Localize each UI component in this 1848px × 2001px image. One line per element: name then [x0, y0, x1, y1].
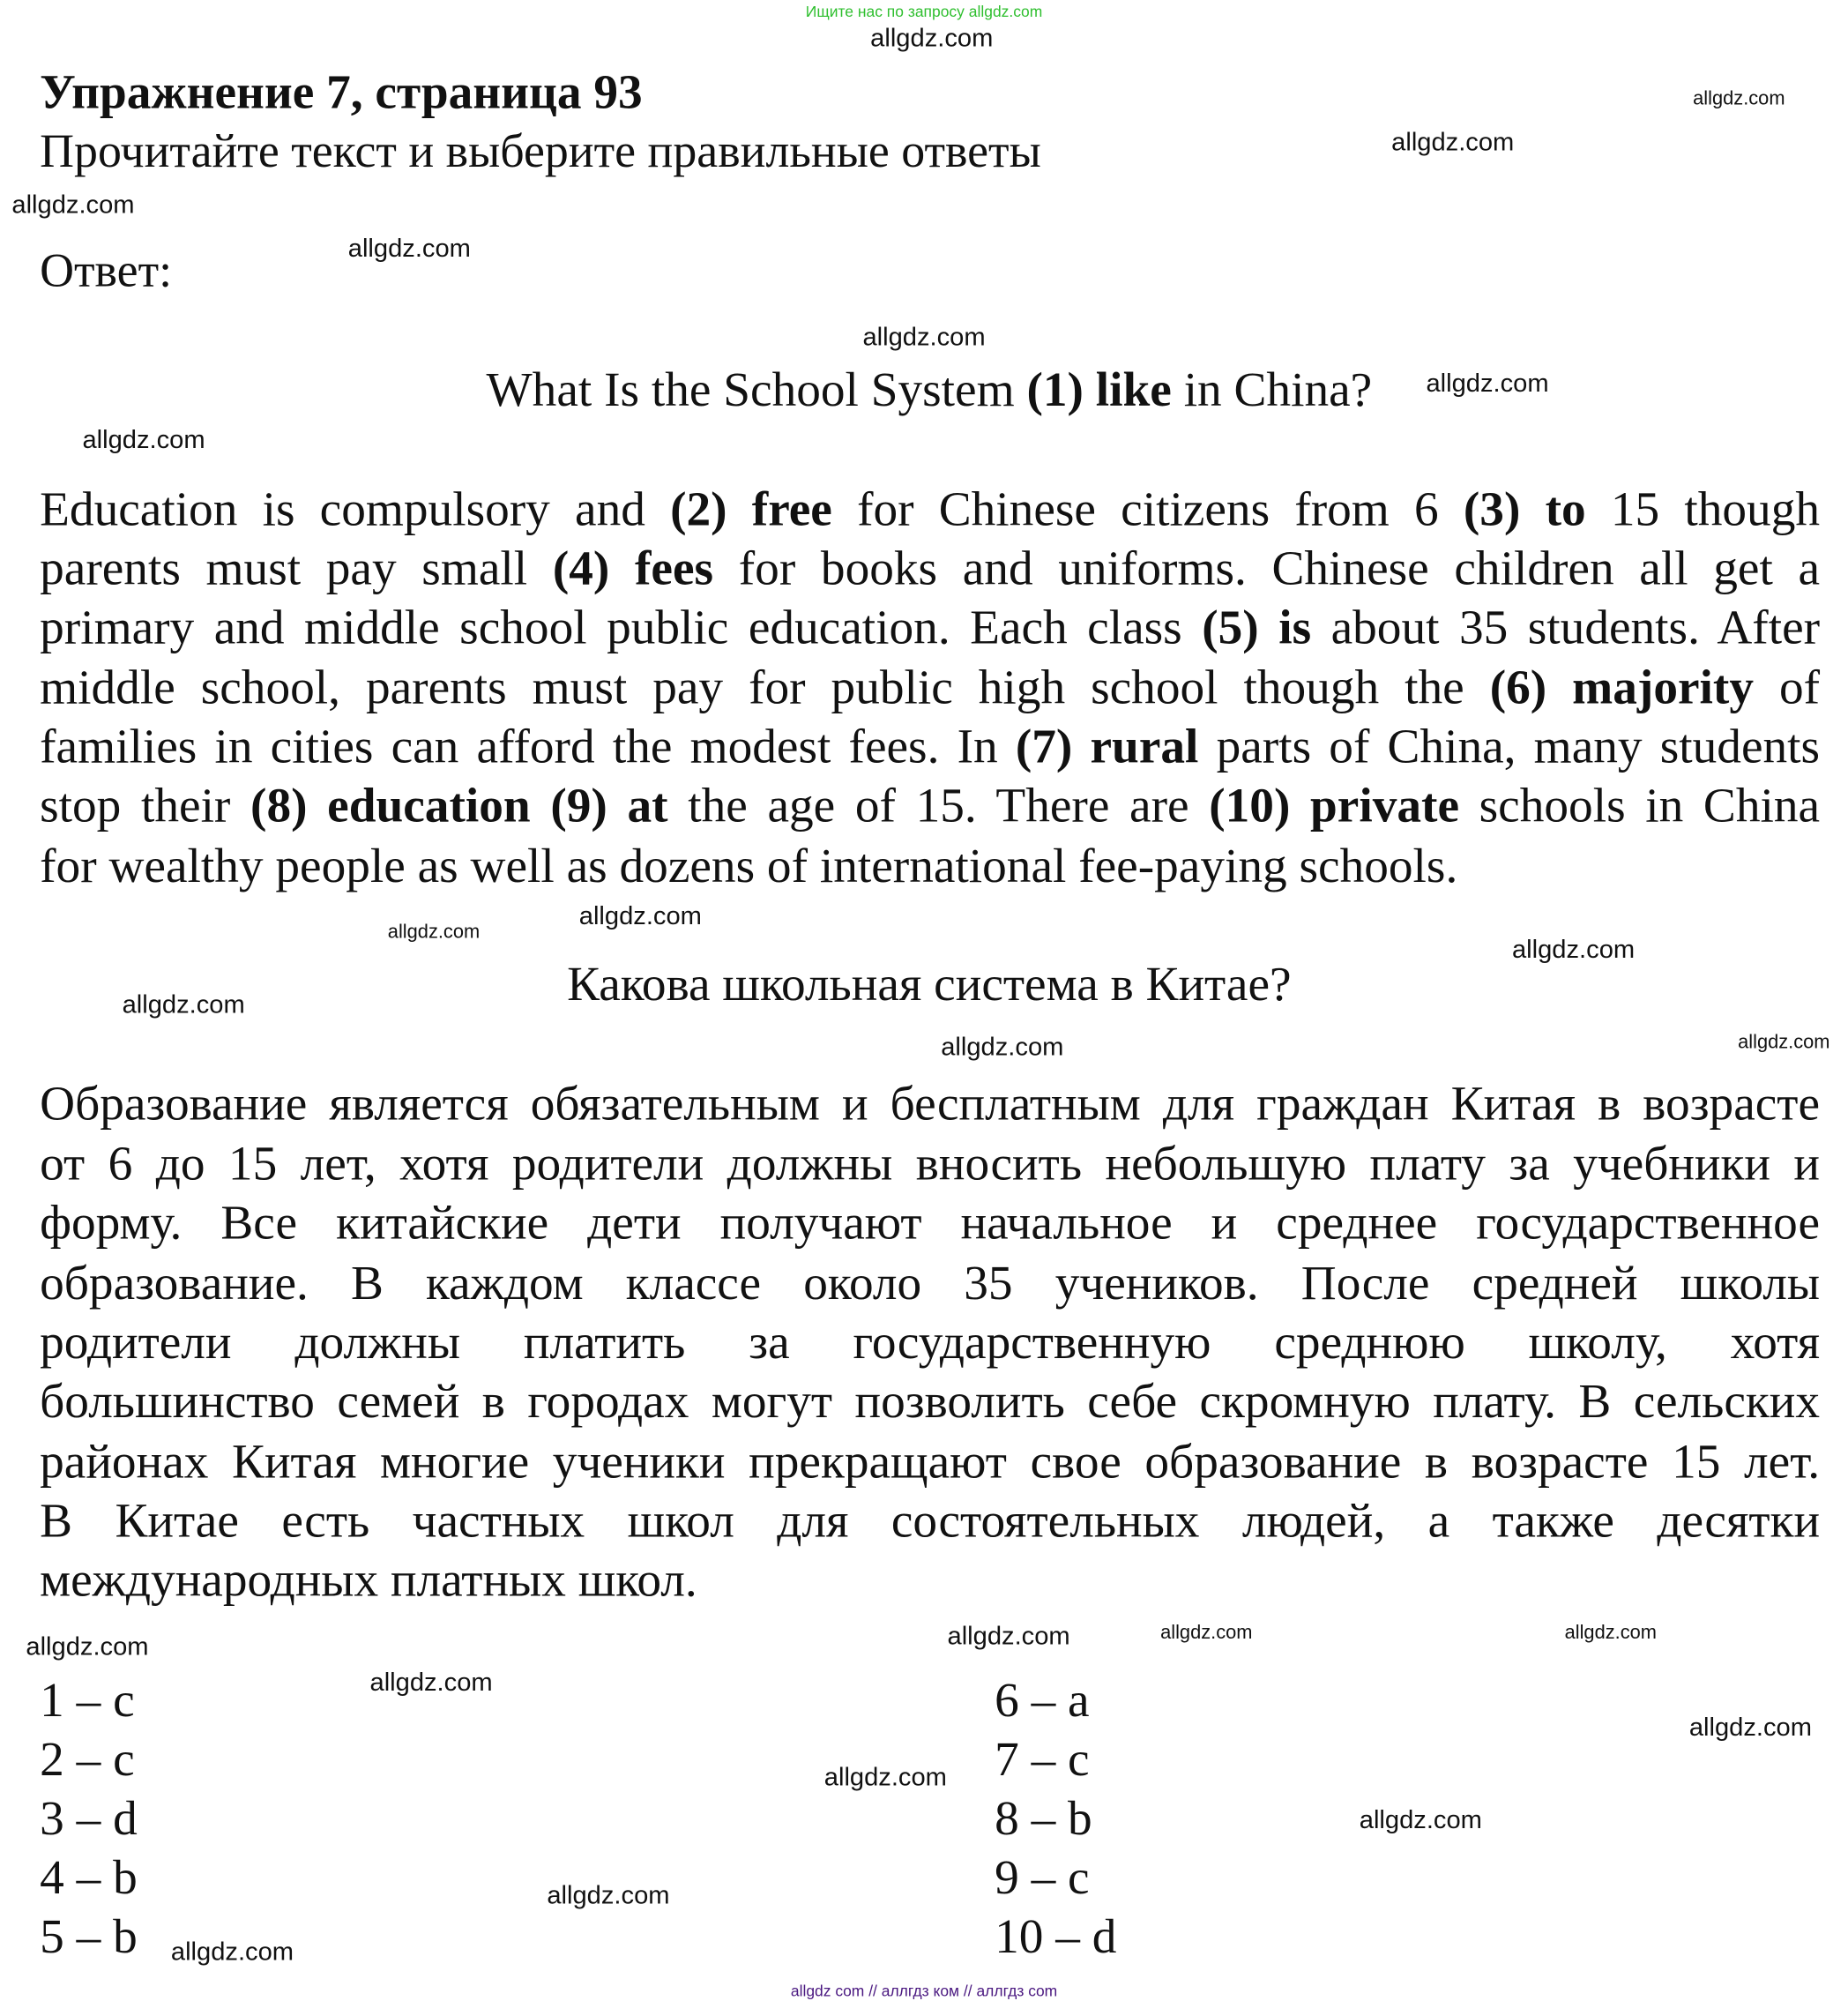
text-segment: parents must pay small: [40, 541, 553, 596]
answer-item: 8 – b: [995, 1792, 1092, 1847]
english-heading: [486, 361, 1372, 420]
paragraph-line: [40, 1194, 1820, 1253]
watermark: allgdz.com: [1738, 1031, 1830, 1054]
text-segment: in China?: [1171, 362, 1373, 418]
answer-label: Ответ:: [40, 245, 173, 298]
paragraph-line: [40, 539, 1820, 598]
answer-word: (4) fees: [552, 541, 714, 596]
watermark: allgdz.com: [1564, 1622, 1657, 1644]
paragraph-line: [40, 837, 1457, 896]
text-segment: образование. В каждом классе около 35 учеников. После средней школы: [40, 1257, 1821, 1311]
watermark: allgdz.com: [122, 990, 245, 1019]
paragraph-line: [40, 598, 1820, 657]
answer-word: (3) to: [1463, 482, 1586, 537]
watermark: allgdz.com: [1693, 87, 1785, 110]
watermark: allgdz.com: [82, 426, 205, 455]
exercise-subtitle: Прочитайте текст и выберите правильные ответы: [40, 125, 1041, 179]
answer-item: 9 – c: [995, 1850, 1090, 1906]
watermark: allgdz.com: [1511, 936, 1636, 965]
watermark: allgdz.com: [578, 902, 702, 931]
paragraph-line: [40, 659, 1820, 718]
answer-item: 10 – d: [995, 1909, 1117, 1965]
text-segment: for Chinese citizens from 6: [831, 482, 1464, 537]
answer-item: 4 – b: [40, 1850, 138, 1906]
watermark: allgdz.com: [941, 1033, 1064, 1062]
answer-item: 3 – d: [40, 1792, 138, 1847]
text-segment: от 6 до 15 лет, хотя родители должны вносить небольшую плату за учебники и: [40, 1137, 1821, 1191]
answer-item: 1 – c: [40, 1674, 135, 1728]
watermark: allgdz.com: [1426, 370, 1549, 399]
watermark: allgdz.com: [870, 24, 994, 53]
text-segment: международных платных школ.: [40, 1553, 697, 1608]
text-segment: stop their: [40, 779, 251, 833]
answer-item: 7 – c: [995, 1733, 1090, 1788]
top-search-note[interactable]: Ищите нас по запросу allgdz.com: [805, 2, 1043, 21]
paragraph-line: [40, 718, 1820, 777]
text-segment: for wealthy people as well as dozens of international fee-paying schools.: [40, 839, 1458, 894]
watermark: allgdz.com: [862, 323, 986, 352]
watermark: allgdz.com: [947, 1622, 1070, 1651]
paragraph-line: [40, 1254, 1820, 1313]
paragraph-line: [40, 1135, 1820, 1194]
text-segment: Образование является обязательным и бесплатным для граждан Китая в возрасте: [40, 1077, 1821, 1131]
answer-word: (10) private: [1209, 779, 1459, 833]
paragraph-line: [40, 480, 1820, 539]
watermark: allgdz.com: [11, 190, 135, 220]
text-segment: Какова школьная система в Китае?: [567, 957, 1292, 1012]
paragraph-line: [40, 777, 1820, 836]
answer-item: 5 – b: [40, 1909, 138, 1965]
text-segment: the age of 15. There are: [667, 779, 1210, 833]
text-segment: районах Китая многие ученики прекращают свое образование в возрасте 15 лет.: [40, 1435, 1821, 1490]
watermark: allgdz.com: [387, 921, 481, 944]
answer-word: (1) like: [1026, 362, 1172, 418]
watermark: allgdz.com: [1688, 1714, 1813, 1743]
paragraph-line: [40, 1432, 1820, 1491]
answer-word: (7) rural: [1015, 720, 1199, 774]
text-segment: форму. Все китайские дети получают начальное и среднее государственное: [40, 1196, 1821, 1251]
paragraph-line: [40, 1313, 1820, 1372]
paragraph-line: [40, 1074, 1820, 1133]
paragraph-line: [40, 1491, 1820, 1550]
text-segment: schools in China: [1458, 779, 1821, 833]
answer-item: 6 – a: [995, 1674, 1090, 1728]
russian-heading: [567, 955, 1291, 1014]
answer-word: (5) is: [1202, 601, 1312, 655]
watermark: allgdz.com: [1160, 1622, 1253, 1644]
answer-item: 2 – c: [40, 1733, 135, 1788]
watermark: allgdz.com: [1391, 128, 1515, 157]
answer-word: (6) majority: [1489, 661, 1754, 715]
text-segment: families in cities can afford the modest fees. In: [40, 720, 1016, 774]
watermark: allgdz.com: [170, 1938, 294, 1967]
watermark: allgdz.com: [26, 1632, 149, 1661]
text-segment: primary and middle school public education. Each class: [40, 601, 1203, 655]
text-segment: родители должны платить за государственную среднюю школу, хотя: [40, 1315, 1821, 1370]
paragraph-line: [40, 1550, 697, 1609]
watermark: allgdz.com: [369, 1669, 493, 1698]
text-segment: parts of China, many students: [1198, 720, 1821, 774]
watermark: allgdz.com: [823, 1763, 947, 1793]
bottom-note[interactable]: allgdz com // аллгдз ком // аллгдз com: [790, 1982, 1058, 2000]
text-segment: большинство семей в городах могут позволить себе скромную плату. В сельских: [40, 1374, 1821, 1430]
text-segment: for books and uniforms. Chinese children all get a: [713, 541, 1821, 596]
text-segment: Education is compulsory and: [40, 482, 671, 537]
text-segment: of: [1753, 661, 1821, 715]
watermark: allgdz.com: [1359, 1806, 1482, 1835]
text-segment: В Китае есть частных школ для состоятельных людей, а также десятки: [40, 1494, 1821, 1549]
exercise-title: Упражнение 7, страница 93: [40, 65, 643, 120]
text-segment: 15 though: [1585, 482, 1821, 537]
answer-word: (2) free: [670, 482, 832, 537]
watermark: allgdz.com: [347, 235, 471, 264]
paragraph-line: [40, 1372, 1820, 1431]
watermark: allgdz.com: [547, 1881, 670, 1910]
text-segment: middle school, parents must pay for public high school though the: [40, 661, 1490, 715]
answer-word: (8) education (9) at: [250, 779, 668, 833]
text-segment: about 35 students. After: [1311, 601, 1821, 655]
text-segment: What Is the School System: [486, 362, 1027, 418]
